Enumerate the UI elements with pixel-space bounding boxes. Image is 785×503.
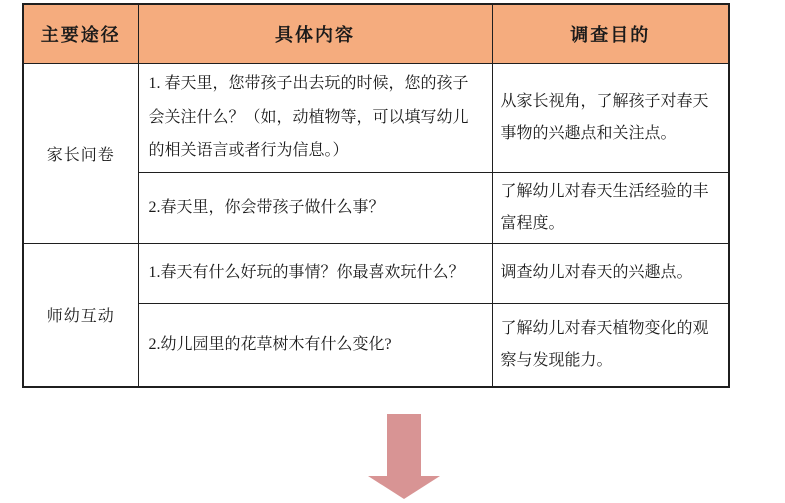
column-header-main-approach: 主要途径 [23,4,138,63]
header-row [23,4,729,63]
purpose-cell-interaction-q1: 调查幼儿对春天的兴趣点。 [492,243,729,303]
purpose-cell-parent-q2: 了解幼儿对春天生活经验的丰富程度。 [492,172,729,243]
channel-cell-parent-questionnaire: 家长问卷 [23,63,138,243]
channel-cell-teacher-child-interaction: 师幼互动 [23,243,138,387]
down-arrow-head [368,476,440,499]
purpose-cell-interaction-q2: 了解幼儿对春天植物变化的观察与发现能力。 [492,303,729,387]
down-arrow-icon [368,414,440,499]
table-row [23,63,729,172]
content-cell-parent-q1: 1. 春天里，您带孩子出去玩的时候，您的孩子会关注什么？（如，动植物等，可以填写幼儿的相关语言或者行为信息。） [138,63,492,172]
survey-table [22,3,730,388]
content-cell-interaction-q1: 1.春天有什么好玩的事情？你最喜欢玩什么？ [138,243,492,303]
content-cell-parent-q2: 2.春天里，你会带孩子做什么事？ [138,172,492,243]
purpose-cell-parent-q1: 从家长视角，了解孩子对春天事物的兴趣点和关注点。 [492,63,729,172]
table-row [23,243,729,303]
column-header-survey-purpose: 调查目的 [492,4,729,63]
down-arrow-shaft [387,414,421,476]
content-cell-interaction-q2: 2.幼儿园里的花草树木有什么变化? [138,303,492,387]
column-header-specific-content: 具体内容 [138,4,492,63]
